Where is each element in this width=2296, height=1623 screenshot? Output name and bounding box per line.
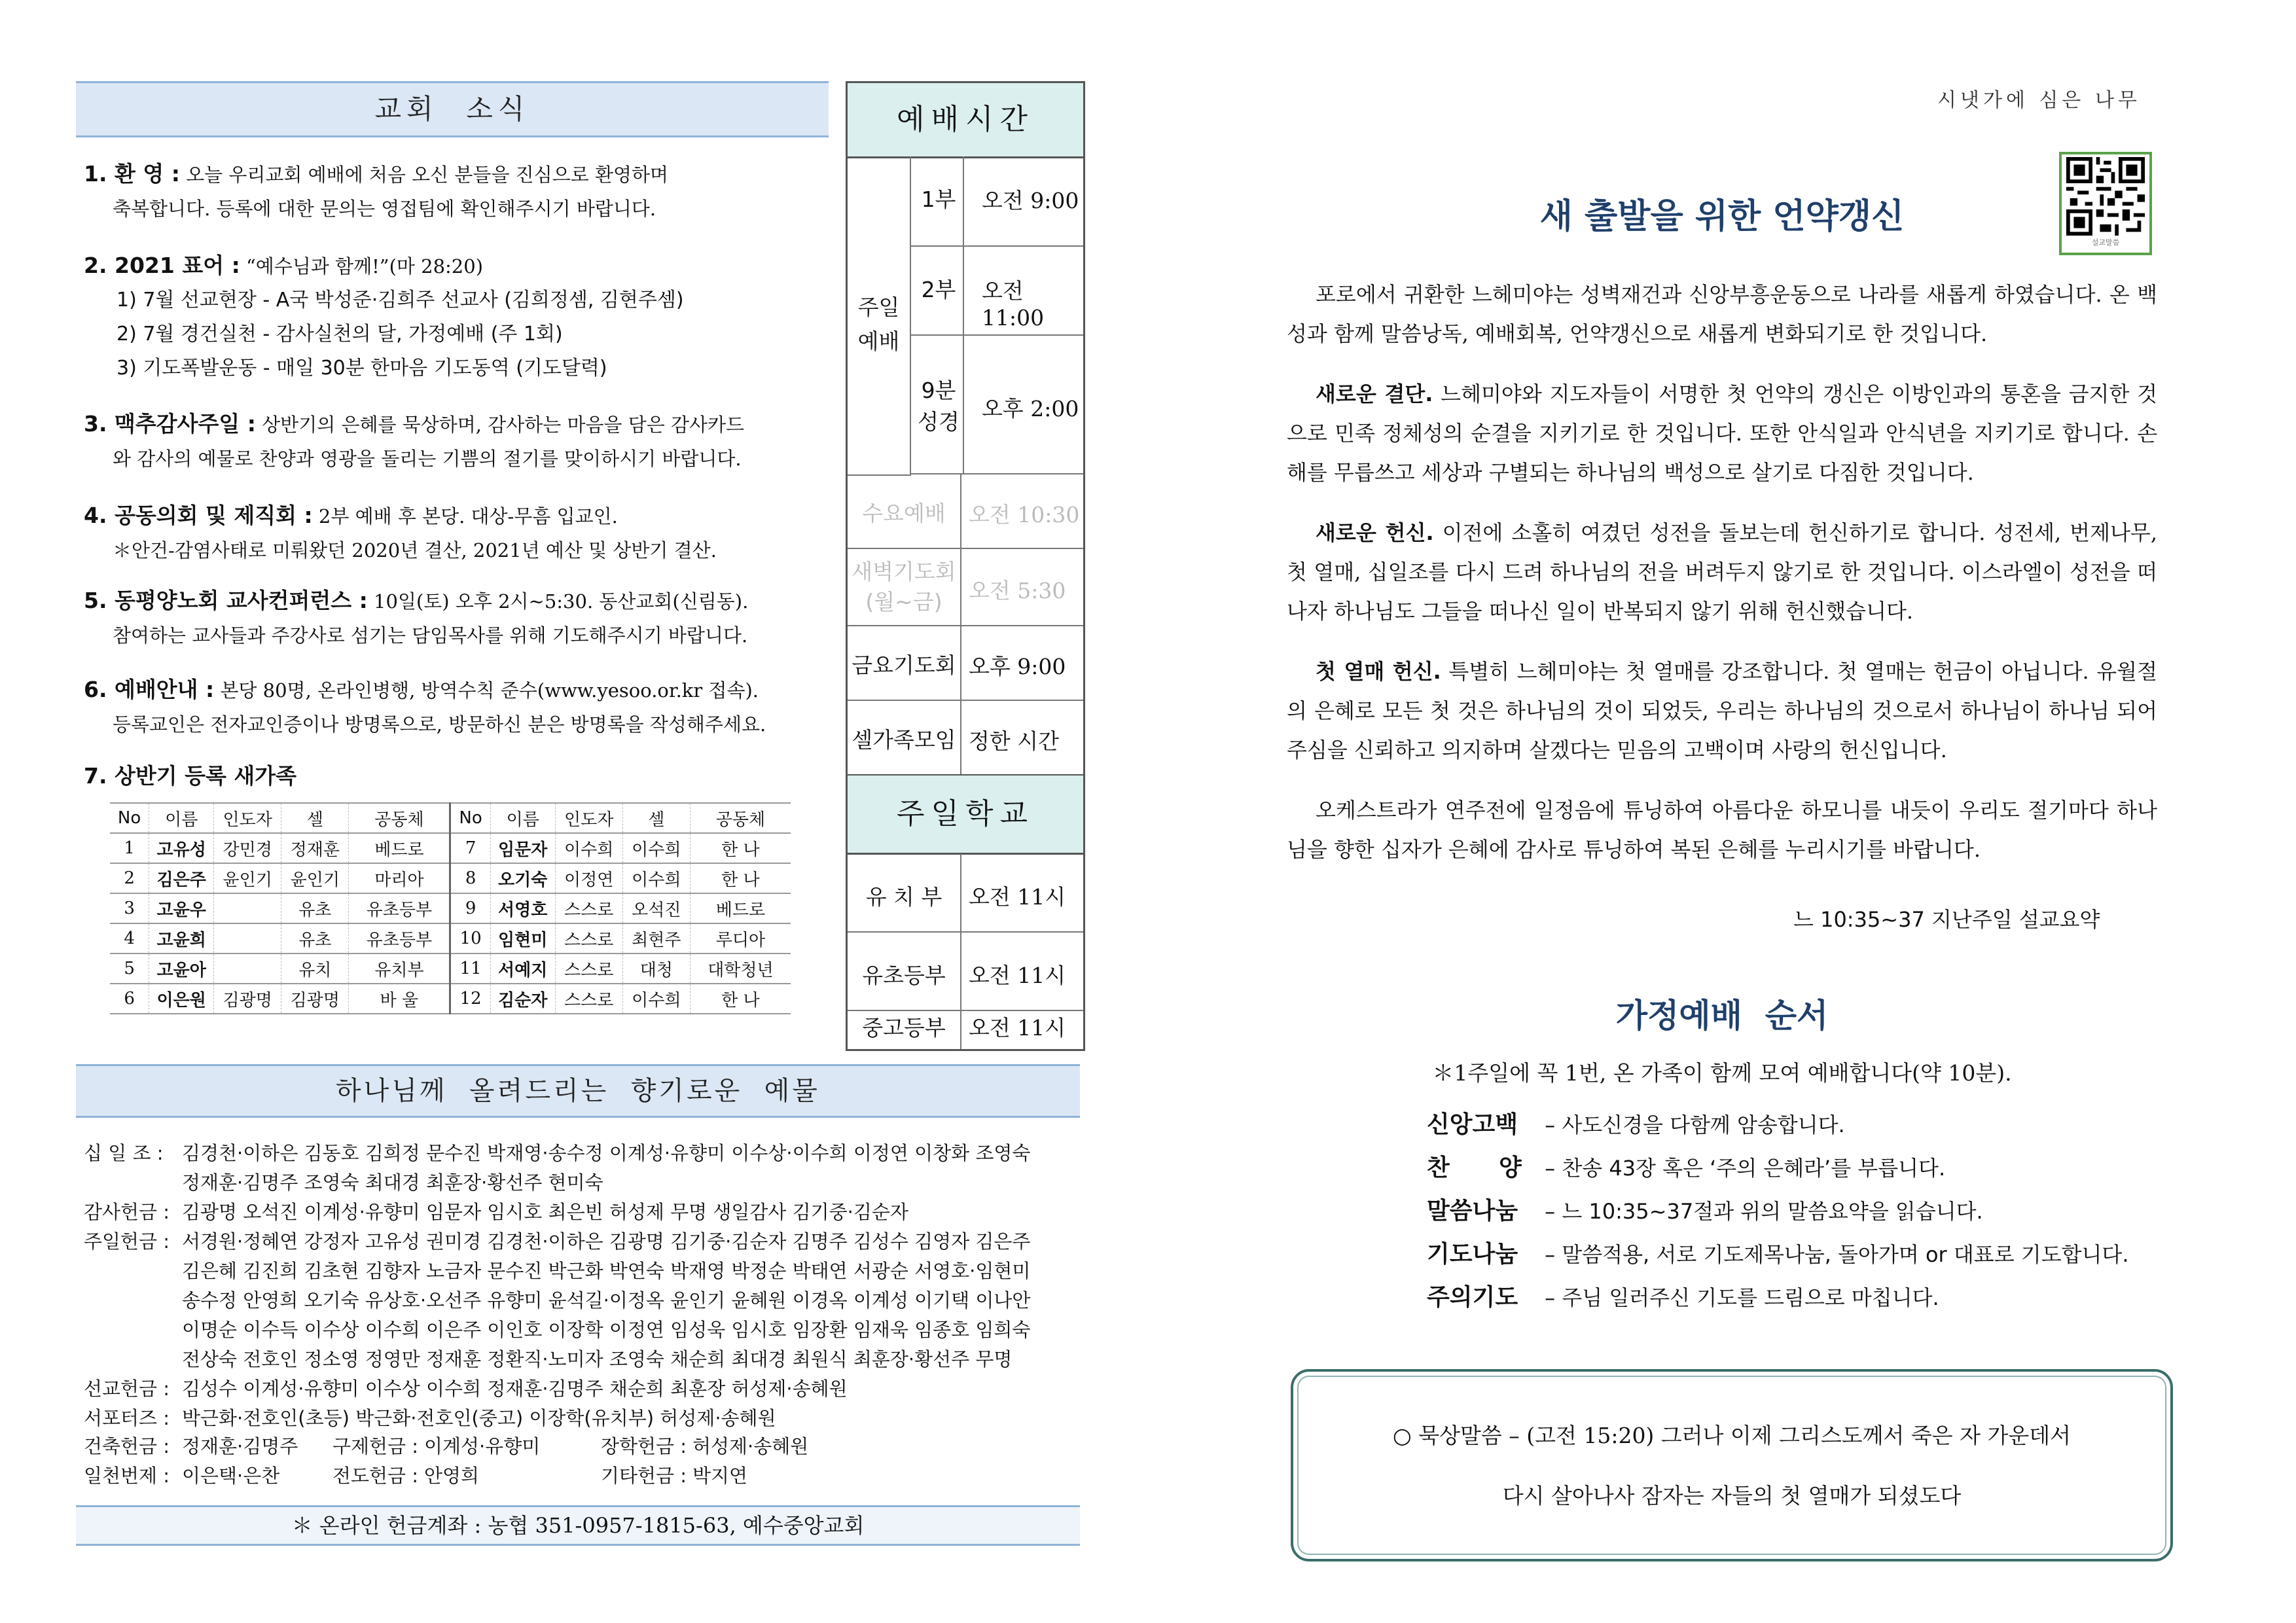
news-item-thanksgiving: 3. 맥추감사주일 : 상반기의 은혜를 묵상하며, 감사하는 마음을 담은 감사카드 와 감사의 예물로 찬양과 영광을 돌리는 기쁨의 절기를 맞이하시기 바랍니다.	[84, 411, 745, 470]
worship-row-cell: 셀가족모임 정한 시간	[848, 701, 1083, 776]
table-cell: 이수희	[622, 984, 690, 1014]
table-cell: 고윤아	[149, 954, 214, 984]
tagline: 시냇가에 심은 나무	[1937, 89, 2141, 112]
table-cell: 베드로	[349, 833, 450, 863]
order-item-creed: 신앙고백 – 사도신경을 다함께 암송합니다.	[1427, 1111, 1845, 1138]
table-cell: 스스로	[555, 984, 622, 1014]
worship-row-dawn: 새벽기도회 (월~금) 오전 5:30	[848, 549, 1083, 626]
table-cell: 7	[450, 833, 490, 863]
table-cell: 고윤희	[149, 923, 214, 954]
offering-line: 정재훈·김명주 조영숙 최대경 최훈장·황선주 현미숙	[182, 1171, 603, 1194]
sermon-para-1: 포로에서 귀환한 느헤미야는 성벽재건과 신앙부흥운동으로 나라를 새롭게 하였습니다. 온 백성과 함께 말씀낭독, 예배회복, 언약갱신으로 새롭게 변화되기로 한 것입니다.	[1287, 282, 2157, 346]
table-cell: 최현주	[622, 923, 690, 954]
new-members-table	[110, 802, 791, 1014]
meditation-line-1: ○ 묵상말씀 – (고전 15:20) 그러나 이제 그리스도께서 죽은 자 가운데서	[1392, 1423, 2072, 1448]
table-cell: 오석진	[622, 893, 690, 923]
worship-row-1: 1부 오전 9:00	[910, 156, 1083, 247]
table-cell: 대학청년	[690, 954, 791, 984]
table-cell: 2	[110, 863, 149, 893]
table-cell: 이은원	[149, 984, 214, 1014]
table-cell: 12	[450, 984, 490, 1014]
table-cell: 마리아	[349, 863, 450, 893]
offering-line: 전상숙 전호인 정소영 정영만 정재훈 정환직·노미자 조영숙 채순희 최대경 최원식 최훈장·황선주 무명	[182, 1348, 1013, 1370]
order-item-prayer-share: 기도나눔 – 말씀적용, 서로 기도제목나눔, 돌아가며 or 대표로 기도합니다.	[1427, 1241, 2129, 1268]
table-cell: 오기숙	[490, 863, 555, 893]
table-cell: 6	[110, 984, 149, 1014]
table-cell: 서영호	[490, 893, 555, 923]
offering-title: 하나님께 올려드리는 향기로운 예물	[336, 1076, 820, 1106]
table-row	[110, 893, 791, 923]
offering-grid-row-1: 건축헌금 : 정재훈·김명주 구제헌금 : 이계성·유향미 장학헌금 : 허성제·송혜원	[84, 1435, 809, 1457]
sunday-service-cell	[848, 156, 911, 476]
table-cell: 강민경	[214, 833, 281, 863]
table-cell: 고유성	[149, 833, 214, 863]
offering-line: 감사헌금 : 김광명 오석진 이계성·유향미 임문자 임시호 최은빈 허성제 무명 생일감사 김기중·김순자	[84, 1201, 908, 1223]
table-cell	[214, 954, 281, 984]
table-cell: 유초	[281, 893, 349, 923]
divider	[963, 156, 964, 474]
worship-row-friday: 금요기도회 오후 9:00	[848, 626, 1083, 701]
table-cell: 김광명	[214, 984, 281, 1014]
table-cell: 유초	[281, 923, 349, 954]
table-row	[110, 984, 791, 1014]
news-item-motto: 2. 2021 표어 : “예수님과 함께!”(마 28:20) 1) 7월 선교현장 - A국 박성준·김희주 선교사 (김희정셈, 김현주셈) 2) 7월 경건실천 - 감사실천의 달, 가정예배 (주 1회) 3) 기도폭발운동 - 매일 30분 한마음 기도동역 (기도달력)	[84, 253, 684, 380]
worship-row-wednesday: 수요예배 오전 10:30	[848, 474, 1083, 549]
news-item-service-guide: 6. 예배안내 : 본당 80명, 온라인병행, 방역수칙 준수(www.yesoo.or.kr 접속). 등록교인은 전자교인증이나 방명록으로, 방문하신 분은 방명록을 작성해주세요.	[84, 677, 766, 736]
divider	[960, 474, 961, 774]
table-cell	[214, 923, 281, 954]
qr-caption: 설교말씀	[2091, 238, 2120, 247]
table-cell: 유치	[281, 954, 349, 984]
table-row	[110, 833, 791, 863]
table-cell: 이수희	[622, 833, 690, 863]
sunday-service-label: 주일 예배	[857, 294, 900, 354]
news-item-welcome: 1. 환 영 : 오늘 우리교회 예배에 처음 오신 분들을 진심으로 환영하며 축복합니다. 등록에 대한 문의는 영접팀에 확인해주시기 바랍니다.	[84, 161, 669, 220]
table-cell: 스스로	[555, 923, 622, 954]
table-cell: 유초등부	[349, 893, 450, 923]
table-cell: 고윤우	[149, 893, 214, 923]
table-cell: 이수희	[555, 833, 622, 863]
table-cell	[214, 893, 281, 923]
table-cell: 윤인기	[281, 863, 349, 893]
sermon-para-5: 오케스트라가 연주전에 일정음에 튜닝하여 아름다운 하모니를 내듯이 우리도 절기마다 하나님을 향한 십자가 은혜에 감사로 튜닝하여 복된 은혜를 누리시기를 바랍니다.	[1287, 798, 2157, 862]
offering-line: 송수정 안영희 오기숙 유상호·오선주 유향미 윤석길·이정옥 윤인기 윤혜원 이경옥 이계성 이기택 이나안	[182, 1289, 1031, 1311]
divider	[960, 854, 961, 1049]
offering-line: 선교헌금 : 김성수 이계성·유향미 이수상 이수희 정재훈·김명주 채순희 최훈장 허성제·송혜원	[84, 1378, 848, 1400]
table-row	[110, 923, 791, 954]
table-cell: 유초등부	[349, 923, 450, 954]
worship-times-box	[846, 81, 1085, 1051]
table-cell: 10	[450, 923, 490, 954]
church-news-header	[76, 81, 829, 137]
table-cell: 정재훈	[281, 833, 349, 863]
table-row	[110, 863, 791, 893]
table-cell: 한 나	[690, 984, 791, 1014]
home-worship-note: ＊1주일에 꼭 1번, 온 가족이 함께 모여 예배합니다(약 10분).	[1432, 1060, 2012, 1086]
table-cell: 3	[110, 893, 149, 923]
worship-row-3: 9분 성경 오후 2:00	[910, 336, 1083, 474]
table-cell: 임현미	[490, 923, 555, 954]
table-cell: 유치부	[349, 954, 450, 984]
table-cell: 스스로	[555, 954, 622, 984]
table-cell: 서예지	[490, 954, 555, 984]
table-cell: 대청	[622, 954, 690, 984]
divider	[910, 156, 911, 474]
table-cell: 바 울	[349, 984, 450, 1014]
order-item-lords-prayer: 주의기도 – 주님 일러주신 기도를 드림으로 마칩니다.	[1427, 1284, 1939, 1311]
meditation-box	[1291, 1369, 2173, 1561]
meditation-line-2: 다시 살아나사 잠자는 자들의 첫 열매가 되셨도다	[1502, 1483, 1962, 1508]
table-header-row: No 이름 인도자 셀 공동체 No 이름 인도자 셀 공동체	[110, 803, 791, 833]
table-cell: 김은주	[149, 863, 214, 893]
table-cell: 한 나	[690, 833, 791, 863]
offering-line: 십 일 조 : 김경천·이하은 김동호 김희정 문수진 박재영·송수정 이계성·유향미 이수상·이수희 이정연 이창화 조영숙	[84, 1142, 1031, 1164]
table-cell: 김광명	[281, 984, 349, 1014]
table-cell: 김순자	[490, 984, 555, 1014]
sunday-school-title: 주일학교	[848, 776, 1083, 855]
table-cell: 한 나	[690, 863, 791, 893]
online-account-bar	[76, 1505, 1080, 1546]
online-account: ＊ 온라인 헌금계좌 : 농협 351-0957-1815-63, 예수중앙교회	[291, 1513, 865, 1538]
table-cell: 베드로	[690, 893, 791, 923]
school-row-elementary: 유초등부 오전 11시	[848, 933, 1083, 1011]
offering-line: 이명순 이수득 이수상 이수희 이은주 이인호 이장학 이정연 임성욱 임시호 임장환 임재욱 임종호 임희숙	[182, 1319, 1031, 1341]
table-cell: 윤인기	[214, 863, 281, 893]
news-item-conference: 5. 동평양노회 교사컨퍼런스 : 10일(토) 오후 2시~5:30. 동산교회(신림동). 참여하는 교사들과 주강사로 섬기는 담임목사를 위해 기도해주시기 바랍니다.	[84, 588, 749, 647]
table-cell: 이수희	[622, 863, 690, 893]
offering-header	[76, 1064, 1080, 1118]
worship-times-title: 예배시간	[848, 83, 1083, 158]
offering-line: 서포터즈 : 박근화·전호인(초등) 박근화·전호인(중고) 이장학(유치부) 허성제·송혜원	[84, 1407, 776, 1429]
church-news-title: 교회 소식	[374, 93, 530, 125]
table-cell: 스스로	[555, 893, 622, 923]
table-cell: 루디아	[690, 923, 791, 954]
table-cell: 8	[450, 863, 490, 893]
table-row	[110, 954, 791, 984]
table-cell: 이정연	[555, 863, 622, 893]
table-cell: 1	[110, 833, 149, 863]
sermon-para-2: 새로운 결단. 느헤미야와 지도자들이 서명한 첫 언약의 갱신은 이방인과의 통혼을 금지한 것으로 민족 정체성의 순결을 지키기로 한 것입니다. 또한 안식일과 안식년을 지키기로 합니다. 손해를 무릅쓰고 세상과 구별되는 하나님의 백성으로 살기로 다짐한 것입니다.	[1287, 382, 2158, 485]
offering-grid-row-2: 일천번제 : 이은택·은찬 전도헌금 : 안영희 기타헌금 : 박지연	[84, 1465, 748, 1487]
school-row-youth: 중고등부 오전 11시	[862, 1015, 1066, 1041]
news-item-council: 4. 공동의회 및 제직회 : 2부 예배 후 본당. 대상-무흠 입교인. ＊안건-감염사태로 미뤄왔던 2020년 결산, 2021년 예산 및 상반기 결산.	[84, 503, 717, 562]
table-cell: 4	[110, 923, 149, 954]
school-row-kinder: 유 치 부 오전 11시	[848, 854, 1083, 933]
sermon-reference: 느 10:35~37 지난주일 설교요약	[1793, 907, 2100, 932]
table-cell: 5	[110, 954, 149, 984]
offering-line: 주일헌금 : 서경원·정혜연 강정자 고유성 권미경 김경천·이하은 김광명 김기중·김순자 김명주 김성수 김영자 김은주	[84, 1230, 1031, 1253]
table-cell: 11	[450, 954, 490, 984]
table-cell: 임문자	[490, 833, 555, 863]
order-item-praise: 찬 양 – 찬송 43장 혹은 ‘주의 은혜라’를 부릅니다.	[1427, 1154, 1946, 1181]
news-item-new-members: 7. 상반기 등록 새가족	[84, 763, 296, 789]
sermon-title: 새 출발을 위한 언약갱신	[1539, 197, 1905, 236]
home-worship-title: 가정예배 순서	[1615, 997, 1829, 1035]
sermon-para-3: 새로운 헌신. 이전에 소홀히 여겼던 성전을 돌보는데 헌신하기로 합니다. 성전세, 번제나무, 첫 열매, 십일조를 다시 드려 하나님의 전을 버려두지 않기로 한 것입니다. 이스라엘이 성전을 떠나자 하나님도 그들을 떠나신 일이 반복되지 않기 위해 헌신했습니다.	[1287, 520, 2157, 624]
sermon-para-4: 첫 열매 헌신. 특별히 느헤미야는 첫 열매를 강조합니다. 첫 열매는 헌금이 아닙니다. 유월절의 은혜로 모든 첫 것은 하나님의 것이 되었듯, 우리는 하나님의 것으로서 하나님이 하나님 되어주심을 신뢰하고 의지하며 살겠다는 믿음의 고백이며 사랑의 헌신입니다.	[1287, 659, 2157, 762]
order-item-word: 말씀나눔 – 느 10:35~37절과 위의 말씀요약을 읽습니다.	[1427, 1198, 1983, 1224]
table-cell: 9	[450, 893, 490, 923]
offering-line: 김은혜 김진희 김초현 김향자 노금자 문수진 박근화 박연숙 박재영 박정순 박태연 서광순 서영호·임현미	[182, 1260, 1031, 1282]
worship-row-2: 2부 오전 11:00	[910, 247, 1083, 336]
